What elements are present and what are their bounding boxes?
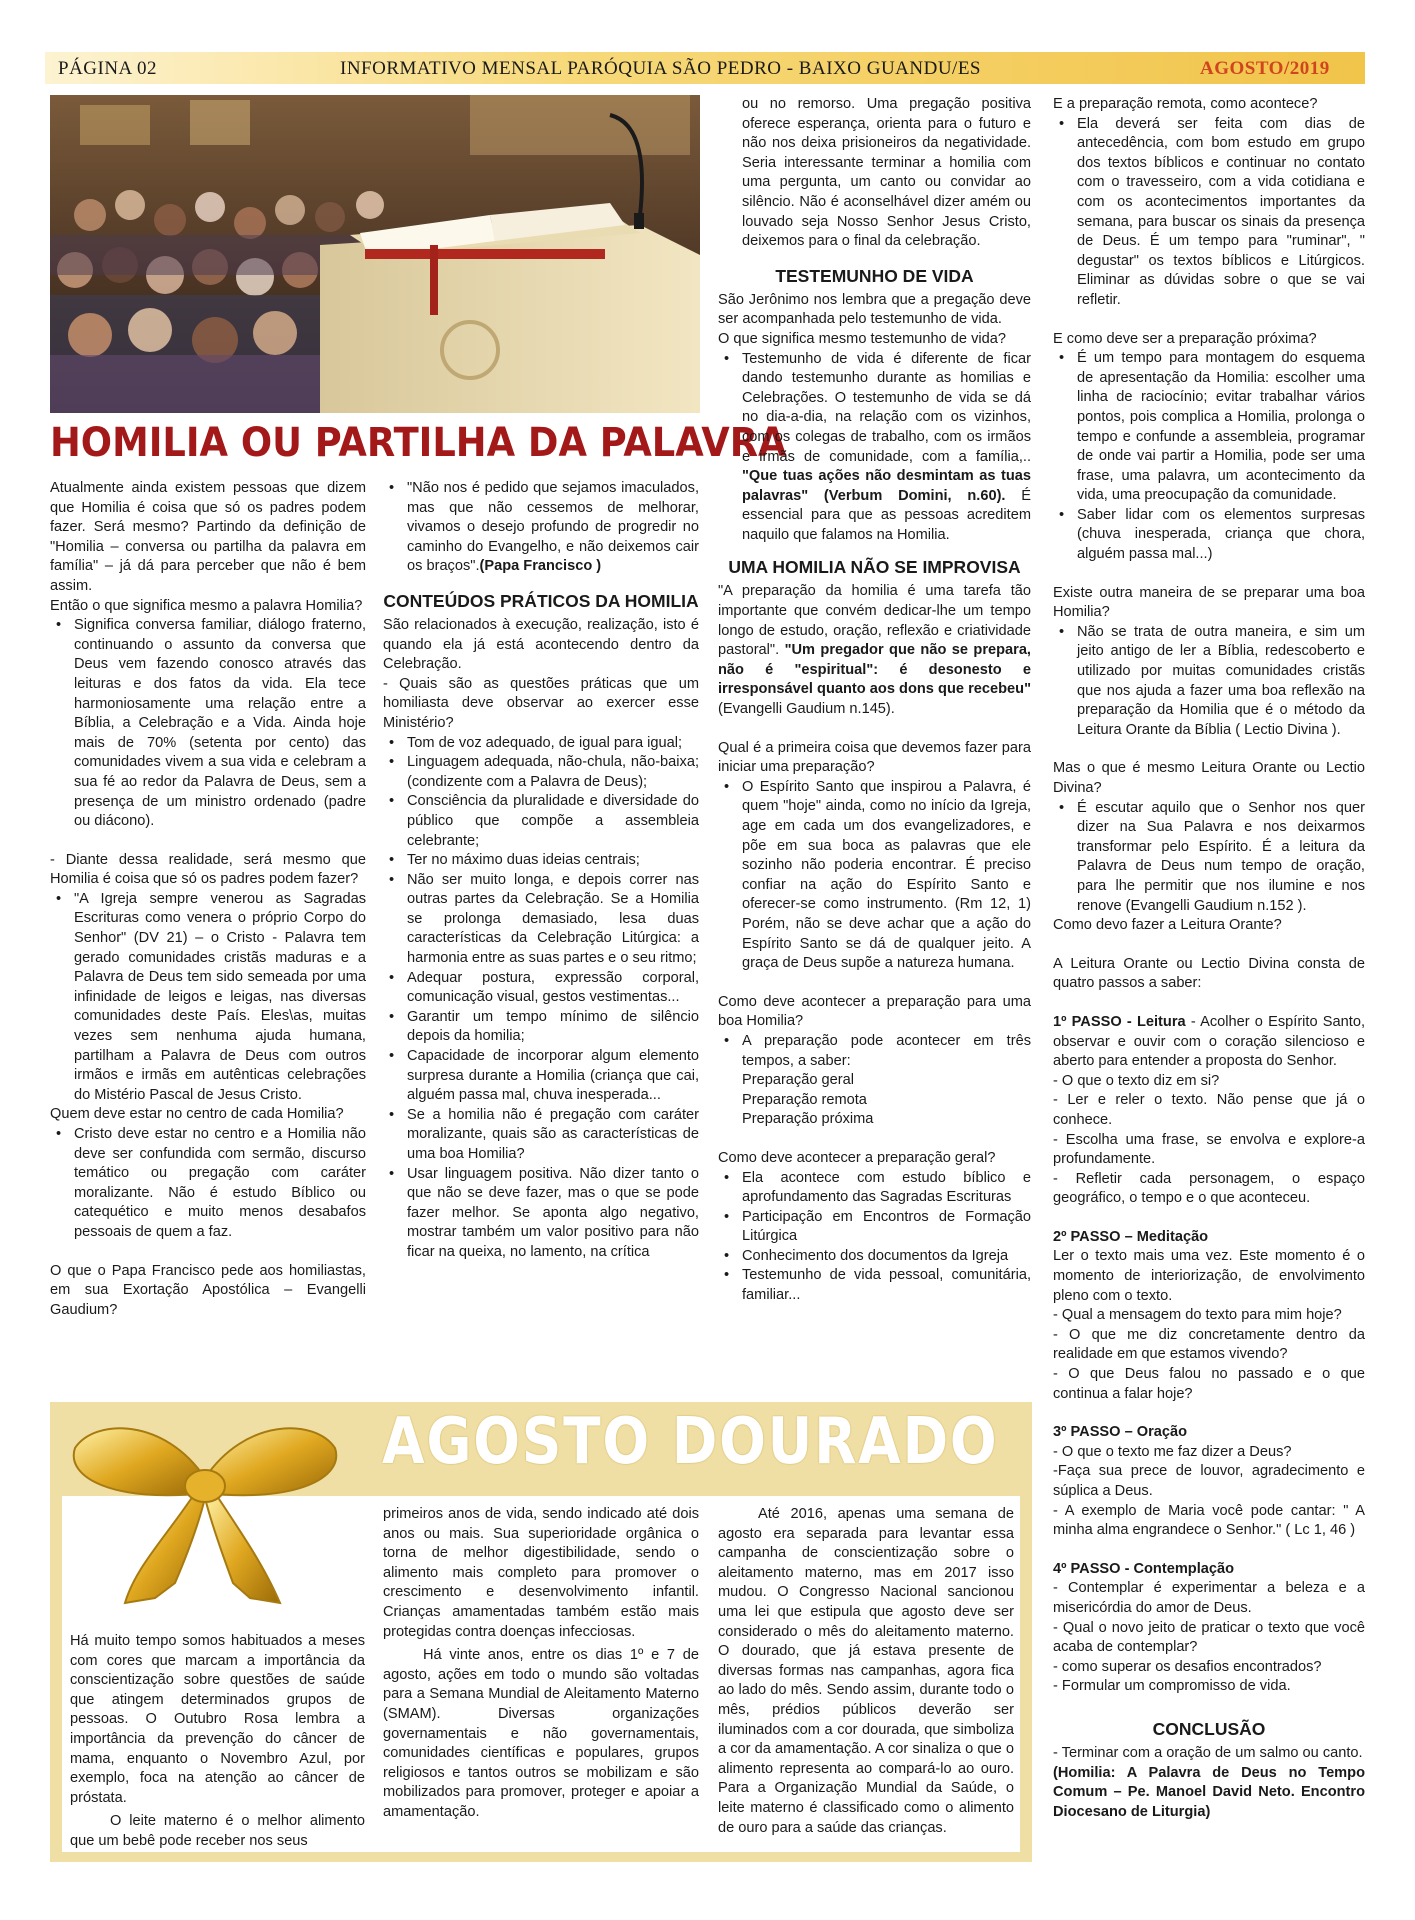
agosto-column-3 (718, 1505, 1014, 1838)
bullet-list (50, 890, 366, 1106)
step-line: -Faça sua prece de louvor, agradecimento e súplica a Deus. (1053, 1463, 1365, 1499)
bullet-list (718, 350, 1031, 546)
paragraph: O que o Papa Francisco pede aos homiliastas, em sua Exortação Apostólica – Evangelli Gaudium? (50, 1262, 366, 1318)
list-item: • Significa conversa familiar, diálogo fraterno, continuando o assunto da conversa que Deus vem fazendo conosco através das leituras e dos fatos da vida. Ela tece harmoniosamente uma relação entre a Bíblia, a Celebração e a Vida. Ainda hoje mais de 70% (setenta por cento) das comunidades vivem a sua vida e celebram a sua fé ao redor da Palavra de Deus, sem a presença de um ministro ordenado (padre ou diácono). (74, 616, 366, 832)
list-item: • "A Igreja sempre venerou as Sagradas Escrituras como venera o próprio Corpo do Senhor" (DV 21) – o Cristo - Palavra tem gerado comunidades cristãs maduras e a Palavra de Deus tem sido semeada por uma infinidade de leigos e leigas, nas diversas comunidades deste País. Eles\as, muitas vezes sem nenhuma ajuda humana, partilham a Palavra de Deus com outros irmãos e irmãs em autênticas celebrações do Mistério Pascal de Jesus Cristo. (74, 890, 366, 1106)
page-number: PÁGINA 02 (58, 58, 157, 79)
paragraph: O leite materno é o melhor alimento que um bebê pode receber nos seus (70, 1813, 365, 1849)
question: Mas o que é mesmo Leitura Orante ou Lectio Divina? (1053, 760, 1365, 796)
paragraph: ou no remorso. Uma pregação positiva oferece esperança, orienta para o futuro e não nos deixa prisioneiros da negatividade. Seria interessante terminar a homilia com uma pergunta, um canto ou convidar ao silêncio. Não é aconselhável dizer amém ou louvado seja Nosso Senhor Jesus Cristo, deixemos para o final da celebração. (742, 96, 1031, 250)
step-line: - como superar os desafios encontrados? (1053, 1658, 1322, 1675)
quote-list (383, 479, 699, 577)
step-text: Ler o texto mais uma vez. Este momento é o momento de interiorização, de envolvimento pleno com o texto. (1053, 1248, 1365, 1304)
citation: "Um pregador que não se prepara, não é "espiritual": é desonesto e irresponsável quanto aos dons que recebeu" (718, 642, 1031, 698)
step-line: - O que o texto diz em si? (1053, 1072, 1220, 1089)
list-item: • Ter no máximo duas ideias centrais; (407, 851, 699, 871)
bullet-list (1053, 623, 1365, 741)
bullet-list (718, 1032, 1031, 1071)
paragraph: Há muito tempo somos habituados a meses com cores que marcam a importância da conscientização sobre questões de saúde que atingem determinados grupos de pessoas. O Outubro Rosa lembra a importância da prevenção do câncer de mama, enquanto o Novembro Azul, por exemplo, foca na atenção ao câncer de próstata. (70, 1633, 365, 1806)
list-item: • Testemunho de vida pessoal, comunitária, familiar... (742, 1266, 1031, 1305)
article-column-2 (383, 479, 699, 1263)
quote-text: "Não nos é pedido que sejamos imaculados, mas que não cessemos de melhorar, vivamos o desejo profundo de progredir no caminho do Evangelho, e não deixemos cair os braços". (407, 480, 699, 575)
bullet-list (1053, 799, 1365, 917)
list-item: • Garantir um tempo mínimo de silêncio depois da homilia; (407, 1008, 699, 1047)
article-title: HOMILIA OU PARTILHA DA PALAVRA (50, 420, 787, 466)
list-item: • É um tempo para montagem do esquema de apresentação da Homilia: escolher uma linha de raciocínio; evitar trabalhar vários pontos, pois complica a Homilia, prolonga o tempo e confunde a assembleia, programar de onde vai partir a Homilia, pode ser uma frase, uma palavra, um acontecimento da vida, uma preocupação da comunidade. (1077, 349, 1365, 506)
list-item: • Capacidade de incorporar algum elemento surpresa durante a Homilia (criança que cai, alguém passa mal, chuva inesperada... (407, 1047, 699, 1106)
step-line: - Contemplar é experimentar a beleza e a misericórdia do amor de Deus. (1053, 1580, 1365, 1616)
step-line: - O que Deus falou no passado e o que continua a falar hoje? (1053, 1366, 1365, 1402)
step-title: 4º PASSO - Contemplação (1053, 1560, 1235, 1577)
list-item: • Conhecimento dos documentos da Igreja (742, 1247, 1031, 1267)
step-title: 2º PASSO – Meditação (1053, 1228, 1209, 1245)
step-line: - Ler e reler o texto. Não pense que já o conhece. (1053, 1092, 1365, 1128)
question: Quem deve estar no centro de cada Homilia? (50, 1106, 344, 1123)
stage-item: Preparação geral (742, 1072, 854, 1089)
list-item: • O Espírito Santo que inspirou a Palavra, é quem "hoje" ainda, como no início da Igreja, age em cada um dos evangelizadores, e põe em sua boca as palavras que ele sozinho não poderia encontrar. É preciso confiar na ação do Espírito Santo e oferecer-se como instrumento. (Rm 12, 1) Porém, não se deve achar que a ação do Espírito Santo se dá de qualquer jeito. A graça de Deus supõe a natureza humana. (742, 778, 1031, 974)
list-item: • Não ser muito longa, e depois correr nas outras partes da Celebração. Se a Homilia se prolonga demasiado, lesa duas características da Celebração Litúrgica: a harmonia entre as suas partes e o seu ritmo; (407, 871, 699, 969)
paragraph: Há vinte anos, entre os dias 1º e 7 de agosto, ações em todo o mundo são voltadas para a Semana Mundial de Aleitamento Materno (SMAM). Diversas organizações governamentais e não governamentais, comunidades científicas e populares, grupos religiosos e tantos outros se mobilizam e são mobilizados para promover, proteger e apoiar a amamentação. (383, 1647, 699, 1820)
step-line: - Refletir cada personagem, o espaço geográfico, o tempo e o que aconteceu. (1053, 1170, 1365, 1207)
question: Como deve acontecer a preparação para uma boa Homilia? (718, 993, 1031, 1030)
step-line: - Qual o novo jeito de praticar o texto que você acaba de contemplar? (1053, 1619, 1365, 1656)
bullet-list (718, 778, 1031, 974)
list-item: • Tom de voz adequado, de igual para igual; (407, 734, 699, 754)
step-title: 3º PASSO – Oração (1053, 1424, 1188, 1441)
text-span: É essencial para que as pessoas acreditem naquilo que falamos na Homilia. (742, 487, 1031, 543)
list-item: • Usar linguagem positiva. Não dizer tanto o que não se deve fazer, mas o que se pode fazer melhor. Se aponta algo negativo, mostrar também um valor positivo para não ficar na queixa, no lamento, na crítica (407, 1165, 699, 1263)
gold-ribbon-icon (55, 1408, 355, 1608)
paragraph: - Quais são as questões práticas que um homiliasta deve observar ao exercer esse Ministério? (383, 675, 699, 731)
paragraph: São relacionados à execução, realização, isto é quando ela já está acontecendo dentro da Celebração. (383, 616, 699, 673)
list-item: • Ela deverá ser feita com dias de antecedência, com bom estudo em grupo dos textos bíblicos e continuar no contato com o travesseiro, com a vida cotidiana e com os acontecimentos importantes da semana, para buscar os sinais da presença de Deus. É um tempo para "ruminar", " degustar" os textos bíblicos e Litúrgicos. Eliminar as dúvidas sobre o que se vai refletir. (1077, 115, 1365, 311)
paragraph: Então o que significa mesmo a palavra Homilia? (50, 597, 363, 614)
paragraph: Até 2016, apenas uma semana de agosto era separada para levantar essa campanha de conscientização sobre o aleitamento materno, mas em 2017 isso mudou. O Congresso Nacional sancionou uma lei que estipula que agosto deve ser considerado o mês do aleitamento materno. O dourado, que já estava presente de diversas formas nas campanhas, agora fica ao lado do mês. Sendo assim, durante todo o mês, prédios públicos deverão ser iluminados com a cor dourada, que simboliza a cor da amamentação. A cor sinaliza o que o alimento representa ao compará-lo ao ouro. Para a Organização Mundial da Saúde, o leite materno é classificado como o alimento de ouro para a saúde das crianças. (718, 1506, 1014, 1836)
question: E como deve ser a preparação próxima? (1053, 330, 1317, 347)
paragraph (718, 582, 1031, 719)
section-heading: CONTEÚDOS PRÁTICOS DA HOMILIA (383, 590, 699, 611)
source-reference: (Homilia: A Palavra de Deus no Tempo Comum – Pe. Manoel David Neto. Encontro Diocesano de Liturgia) (1053, 1764, 1365, 1820)
list-item: • A preparação pode acontecer em três tempos, a saber: (742, 1032, 1031, 1071)
papal-quote (407, 479, 699, 577)
bullet-list (718, 1169, 1031, 1306)
step-title: 1º PASSO - Leitura (1053, 1013, 1186, 1030)
issue-date: AGOSTO/2019 (1200, 58, 1330, 79)
stage-item: Preparação remota (742, 1091, 867, 1108)
newsletter-title: INFORMATIVO MENSAL PARÓQUIA SÃO PEDRO - BAIXO GUANDU/ES (340, 58, 982, 79)
step-line: - O que o texto me faz dizer a Deus? (1053, 1443, 1292, 1460)
section-heading: CONCLUSÃO (1152, 1718, 1266, 1739)
question: Como deve acontecer a preparação geral? (718, 1149, 996, 1166)
step-line: - A exemplo de Maria você pode cantar: " A minha alma engrandece o Senhor." ( Lc 1, 46 ) (1053, 1502, 1365, 1539)
agosto-dourado-title: AGOSTO DOURADO (382, 1405, 999, 1479)
question: Existe outra maneira de se preparar uma boa Homilia? (1053, 584, 1365, 621)
question: O que significa mesmo testemunho de vida? (718, 330, 1006, 347)
article-column-1 (50, 479, 366, 1320)
stage-item: Preparação próxima (742, 1111, 874, 1128)
step-line: - O que me diz concretamente dentro da realidade em que estamos vivendo? (1053, 1326, 1365, 1363)
list-item: • Não se trata de outra maneira, e sim um jeito antigo de ler a Bíblia, redescoberto e utilizado por muitas comunidades cristãs que nos ajuda a fazer uma boa reflexão na preparação da Homilia que é o método da Leitura Orante da Bíblia ( Lectio Divina ). (1077, 623, 1365, 741)
list-item: • Consciência da pluralidade e diversidade do público que compõe a assembleia celebrante; (407, 792, 699, 851)
list-item: • É escutar aquilo que o Senhor nos quer dizer na Sua Palavra e nos deixarmos transformar pelo Espírito. É a leitura da Palavra de Deus num tempo de oração, para lhe permitir que nos ilumine e nos renove (Evangelli Gaudium n.152 ). (1077, 799, 1365, 917)
list-item: • Ela acontece com estudo bíblico e aprofundamento das Sagradas Escrituras (742, 1169, 1031, 1208)
section-heading: TESTEMUNHO DE VIDA (775, 265, 974, 286)
church-lectern-photo (50, 95, 700, 413)
question: Qual é a primeira coisa que devemos fazer para iniciar uma preparação? (718, 739, 1031, 776)
bullet-list (1053, 349, 1365, 565)
step-line: - Escolha uma frase, se envolva e explore-a profundamente. (1053, 1131, 1365, 1168)
text-span: Testemunho de vida é diferente de ficar dando testemunho durante as homilias e Celebrações. O testemunho de vida se dá no dia-a-dia, na relação com os vizinhos, com os colegas de trabalho, com os irmãos e irmãs de comunidade, com a família,.. (742, 350, 1031, 465)
practical-list (383, 734, 699, 1263)
step-text: - Acolher o Espírito Santo, observar e ouvir com o coração silencioso e aberto para entender a proposta do Senhor. (1053, 1013, 1365, 1070)
article-column-4 (1053, 95, 1365, 1822)
list-item: • Saber lidar com os elementos surpresas (chuva inesperada, criança que chora, alguém passa mal...) (1077, 506, 1365, 565)
section-heading: UMA HOMILIA NÃO SE IMPROVISA (728, 557, 1021, 578)
agosto-column-1 (70, 1632, 365, 1852)
agosto-column-2 (383, 1505, 699, 1823)
paragraph: - Terminar com a oração de um salmo ou canto. (1053, 1744, 1363, 1761)
text-span: (Evangelli Gaudium n.145). (718, 701, 895, 718)
paragraph: A Leitura Orante ou Lectio Divina consta de quatro passos a saber: (1053, 955, 1365, 992)
list-item (742, 350, 1031, 546)
bullet-list (50, 616, 366, 832)
step-line: - Formular um compromisso de vida. (1053, 1678, 1291, 1695)
article-column-3 (718, 95, 1031, 1306)
list-item: • Se a homilia não é pregação com caráter moralizante, quais são as características de uma boa Homilia? (407, 1106, 699, 1165)
step-1 (1053, 1013, 1365, 1072)
step-line: - Qual a mensagem do texto para mim hoje? (1053, 1307, 1342, 1324)
citation: "Que tuas ações não desmintam as tuas palavras" (Verbum Domini, n.60). (742, 468, 1031, 504)
paragraph: primeiros anos de vida, sendo indicado até dois anos ou mais. Sua superioridade orgânica o torna de melhor digestibilidade, sendo o alimento mais completo para promover o crescimento e desenvolvimento infantil. Crianças amamentadas também estão mais protegidas contra doenças infecciosas. (383, 1506, 699, 1640)
bullet-list (50, 1125, 366, 1243)
quote-source: (Papa Francisco ) (479, 558, 602, 575)
paragraph: São Jerônimo nos lembra que a pregação deve ser acompanhada pelo testemunho de vida. (718, 291, 1031, 328)
question: E a preparação remota, como acontece? (1053, 96, 1318, 112)
paragraph: Atualmente ainda existem pessoas que dizem que Homilia é coisa que só os padres podem fazer. Será mesmo? Partindo da definição de "Homilia – conversa ou partilha da palavra em família" – já dá para perceber que não é bem assim. (50, 480, 366, 594)
list-item: • Adequar postura, expressão corporal, comunicação visual, gestos vestimentas... (407, 969, 699, 1008)
text-span: "A preparação da homilia é uma tarefa tão importante que convém dedicar-lhe um tempo longo de estudo, oração, reflexão e criatividade pastoral". (718, 583, 1031, 659)
bullet-list (1053, 115, 1365, 311)
list-item: • Participação em Encontros de Formação Litúrgica (742, 1208, 1031, 1247)
stages-list (718, 1071, 1031, 1130)
list-item: • Cristo deve estar no centro e a Homilia não deve ser confundida com sermão, discurso temático ou pregação com caráter moralizante. Não é estudo Bíblico ou catequético e muito menos desabafos pessoais de quem a faz. (74, 1125, 366, 1243)
paragraph: - Diante dessa realidade, será mesmo que Homilia é coisa que só os padres podem fazer? (50, 851, 366, 888)
question: Como devo fazer a Leitura Orante? (1053, 917, 1282, 934)
list-item: • Linguagem adequada, não-chula, não-baixa; (condizente com a Palavra de Deus); (407, 753, 699, 792)
